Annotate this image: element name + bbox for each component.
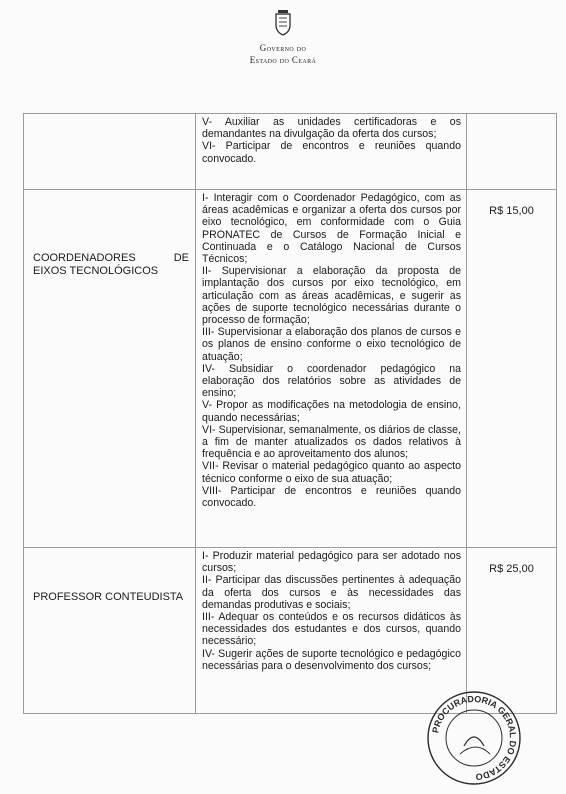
duties-cell — [196, 114, 467, 190]
seal-text: PROCURADORIA GERAL DO ESTADO — [430, 693, 519, 783]
hourly-value — [467, 114, 556, 129]
document-header — [0, 10, 566, 65]
role-name: PROFESSOR CONTEUDISTA — [33, 591, 184, 603]
value-cell — [467, 190, 557, 548]
duties-cell — [196, 190, 467, 548]
duty-item: VI- Supervisionar, semanalmente, os diários de classe, a fim de manter atualizados os dados relativos à frequência e ao aproveitamento dos alunos; — [202, 423, 461, 461]
value-cell — [467, 114, 557, 190]
roles-table — [23, 113, 557, 714]
duty-item: VIII- Participar de encontros e reuniões quando convocado. — [202, 484, 461, 510]
duty-item: VI- Participar de encontros e reuniões quando convocado. — [202, 140, 461, 165]
role-name: COORDENADORES DE EIXOS TECNOLÓGICOS — [33, 252, 189, 277]
svg-text:PROCURADORIA GERAL DO ESTADO — [430, 694, 518, 782]
government-title-line1: Governo do — [259, 43, 307, 53]
hourly-value: R$ 15,00 — [489, 205, 534, 217]
duty-item: V- Auxiliar as unidades certificadoras e os demandantes na divulgação da oferta dos cursos; — [202, 116, 461, 141]
government-title-line2: Estado do Ceará — [249, 55, 317, 65]
role-cell — [24, 190, 196, 548]
duty-item: I- Produzir material pedagógico para ser adotado nos cursos; — [202, 550, 461, 575]
table-row — [24, 114, 557, 190]
duty-item: II- Participar das discussões pertinentes à adequação da oferta dos cursos e às necessidades das demandas produtivas e sociais; — [202, 574, 461, 611]
role-cell — [24, 548, 196, 714]
duty-item: II- Supervisionar a elaboração da proposta de implantação dos cursos por eixo tecnológico, em articulação com as áreas acadêmicas, e sugerir as ações de suporte tecnológico necessárias durante o processo de formação; — [202, 265, 461, 327]
state-coat-of-arms-icon — [275, 10, 291, 36]
duty-item: VII- Revisar o material pedagógico quanto ao aspecto técnico conforme o eixo de sua atuação; — [202, 460, 461, 485]
hourly-value: R$ 25,00 — [489, 563, 534, 575]
duty-item: III- Supervisionar a elaboração dos planos de cursos e os planos de ensino conforme o eixo tecnológico de atuação; — [202, 326, 461, 363]
table-row — [24, 190, 557, 548]
duty-item: V- Propor as modificações na metodologia de ensino, quando necessárias; — [202, 399, 461, 424]
official-seal-stamp — [424, 688, 524, 788]
role-cell — [24, 114, 196, 190]
duty-item: IV- Sugerir ações de suporte tecnológico e pedagógico necessárias para o desenvolvimento dos cursos; — [202, 647, 461, 672]
duty-item: I- Interagir com o Coordenador Pedagógico, com as áreas acadêmicas e organizar a oferta dos cursos por eixo tecnológico, em conformidade com o Guia PRONATEC de Cursos de Formação Inicial e Continuada e o Catálogo Nacional de Cursos Técnicos; — [202, 192, 461, 266]
duty-item: IV- Subsidiar o coordenador pedagógico na elaboração dos relatórios sobre as atividades de ensino; — [202, 362, 461, 400]
duty-item: III- Adequar os conteúdos e os recursos didáticos às necessidades dos estudantes e dos cursos, quando necessário; — [202, 611, 461, 648]
